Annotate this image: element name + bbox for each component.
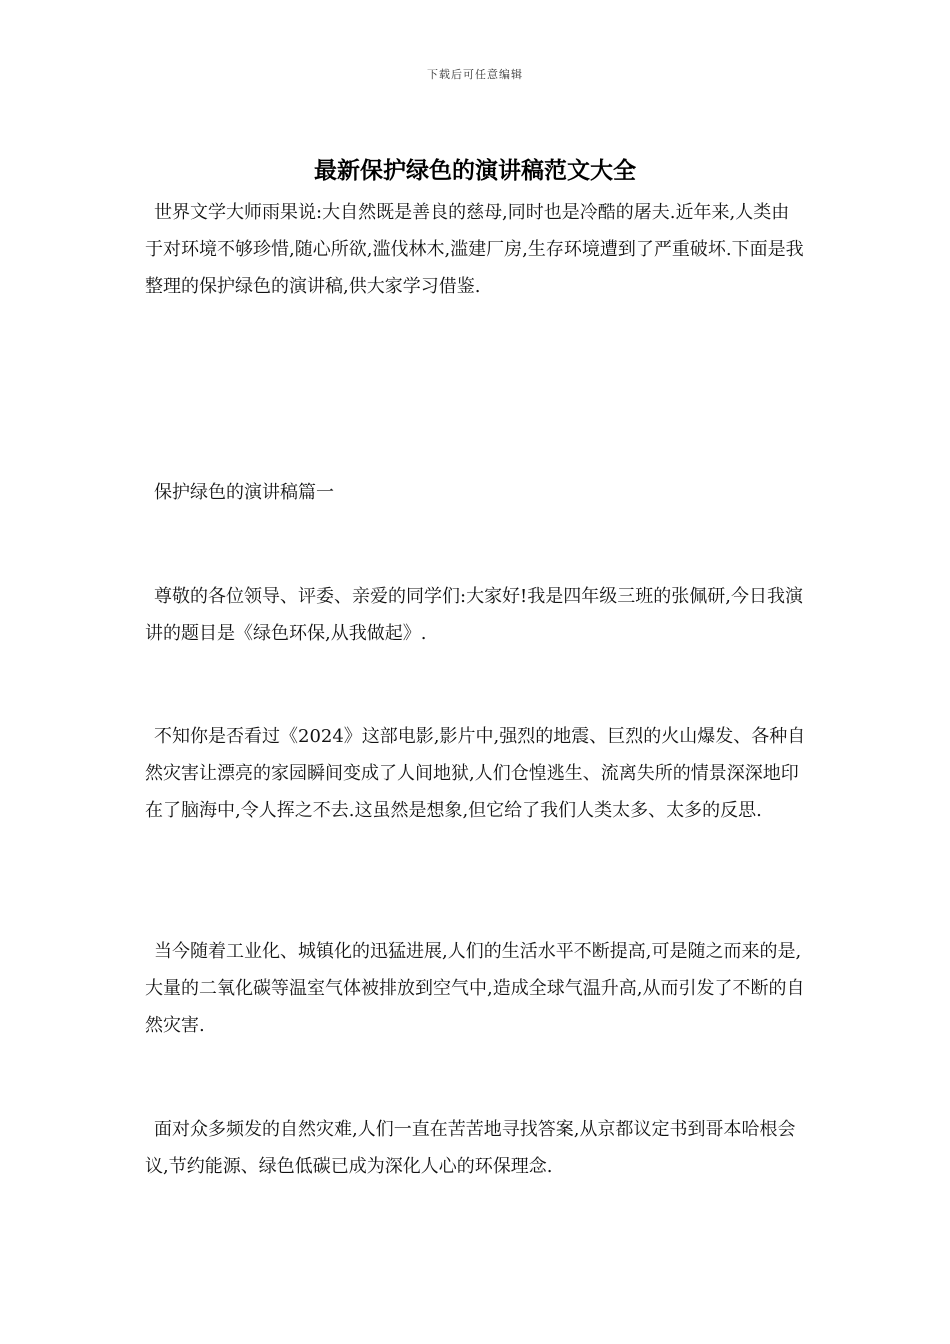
body-paragraph-3: 当今随着工业化、城镇化的迅猛进展,人们的生活水平不断提高,可是随之而来的是,大量的二氧化碳等温室气体被排放到空气中,造成全球气温升高,从而引发了不断的自然灾害. (145, 941, 805, 1036)
section-heading: 保护绿色的演讲稿篇一 (154, 482, 334, 503)
body-paragraph-4: 面对众多频发的自然灾难,人们一直在苦苦地寻找答案,从京都议定书到哥本哈根会议,节约能源、绿色低碳已成为深化人心的环保理念. (145, 1119, 796, 1177)
intro-paragraph: 世界文学大师雨果说:大自然既是善良的慈母,同时也是冷酷的屠夫.近年来,人类由于对环境不够珍惜,随心所欲,滥伐林木,滥建厂房,生存环境遭到了严重破坏.下面是我整理的保护绿色的演讲稿,供大家学习借鉴. (145, 202, 804, 297)
body-paragraph-2: 不知你是否看过《2024》这部电影,影片中,强烈的地震、巨烈的火山爆发、各种自然灾害让漂亮的家园瞬间变成了人间地狱,人们仓惶逃生、流离失所的情景深深地印在了脑海中,令人挥之不去.这虽然是想象,但它给了我们人类太多、太多的反思. (145, 726, 806, 821)
document-title: 最新保护绿色的演讲稿范文大全 (314, 158, 636, 184)
header-note: 下载后可任意编辑 (427, 68, 523, 81)
body-paragraph-1: 尊敬的各位领导、评委、亲爱的同学们:大家好!我是四年级三班的张佩研,今日我演讲的题目是《绿色环保,从我做起》. (145, 586, 804, 644)
